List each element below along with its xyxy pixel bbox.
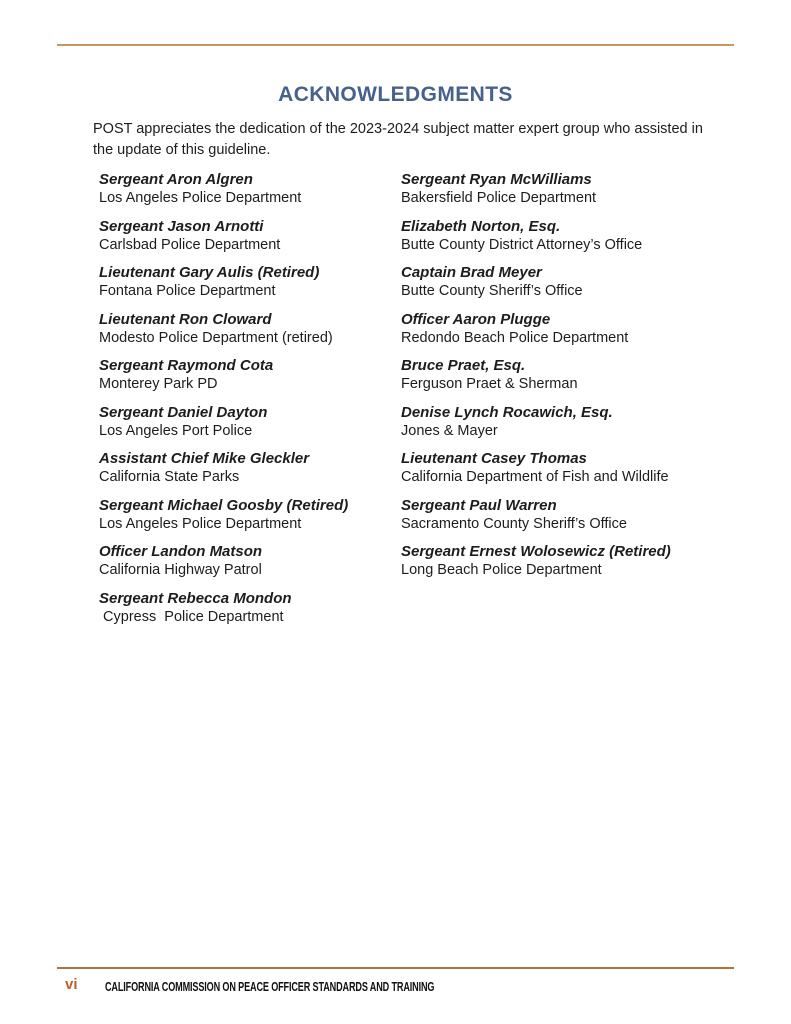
expert-agency: California Department of Fish and Wildlife <box>401 469 669 485</box>
acknowledgment-entry <box>99 357 401 393</box>
top-divider <box>57 44 734 46</box>
expert-agency: Ferguson Praet & Sherman <box>401 376 578 392</box>
acknowledgment-entry <box>401 264 741 300</box>
expert-name: Elizabeth Norton, Esq. <box>401 217 561 235</box>
expert-name: Sergeant Aron Algren <box>99 171 253 188</box>
expert-name: Sergeant Ryan McWilliams <box>401 171 592 188</box>
expert-name: Sergeant Ernest Wolosewicz (Retired) <box>401 543 671 560</box>
page-title: ACKNOWLEDGMENTS <box>278 83 513 106</box>
acknowledgment-entry <box>99 171 401 207</box>
expert-agency: Monterey Park PD <box>99 376 218 392</box>
acknowledgment-entry <box>99 590 401 626</box>
expert-name: Denise Lynch Rocawich, Esq. <box>401 403 613 421</box>
expert-name: Captain Brad Meyer <box>401 264 542 281</box>
acknowledgment-entry <box>401 497 741 533</box>
expert-agency: Redondo Beach Police Department <box>401 329 629 346</box>
expert-agency: Sacramento County Sheriff’s Office <box>401 515 627 532</box>
acknowledgments-columns <box>99 171 741 636</box>
expert-name: Assistant Chief Mike Gleckler <box>99 450 310 467</box>
expert-name: Sergeant Michael Goosby (Retired) <box>99 496 349 514</box>
expert-agency: California State Parks <box>99 469 240 485</box>
acknowledgment-entry <box>401 450 741 486</box>
footer-organization: CALIFORNIA COMMISSION ON PEACE OFFICER STANDARDS AND TRAINING <box>105 978 435 994</box>
acknowledgment-entry <box>99 264 401 300</box>
expert-agency: Los Angeles Port Police <box>99 422 253 439</box>
expert-agency: Long Beach Police Department <box>401 562 602 578</box>
acknowledgments-right-column <box>401 171 741 636</box>
expert-agency: Fontana Police Department <box>99 283 276 299</box>
page-number: vi <box>65 976 78 993</box>
acknowledgment-entry <box>401 171 741 207</box>
acknowledgment-entry <box>99 497 401 533</box>
expert-agency: Los Angeles Police Department <box>99 190 302 206</box>
acknowledgment-entry <box>401 357 741 393</box>
expert-name: Bruce Praet, Esq. <box>401 357 526 374</box>
expert-name: Sergeant Rebecca Mondon <box>99 589 292 607</box>
expert-agency: Cypress Police Department <box>99 608 284 625</box>
acknowledgment-entry <box>99 543 401 579</box>
acknowledgment-entry <box>401 218 741 254</box>
acknowledgment-entry <box>401 311 741 347</box>
expert-agency: Butte County Sheriff’s Office <box>401 283 583 299</box>
expert-name: Sergeant Paul Warren <box>401 496 557 514</box>
acknowledgment-entry <box>401 543 741 579</box>
expert-agency: Bakersfield Police Department <box>401 190 597 206</box>
acknowledgment-entry <box>401 404 741 440</box>
expert-name: Sergeant Raymond Cota <box>99 357 274 374</box>
footer-divider <box>57 967 734 969</box>
expert-name: Lieutenant Casey Thomas <box>401 450 587 467</box>
acknowledgment-entry <box>99 311 401 347</box>
acknowledgment-entry <box>99 404 401 440</box>
acknowledgments-left-column <box>99 171 401 636</box>
expert-name: Sergeant Daniel Dayton <box>99 403 268 421</box>
expert-name: Lieutenant Ron Cloward <box>99 310 272 328</box>
expert-name: Officer Landon Matson <box>99 543 263 560</box>
intro-paragraph: POST appreciates the dedication of the 2023-2024 subject matter expert group who assisted in the update of this guideline. <box>93 121 703 158</box>
expert-name: Lieutenant Gary Aulis (Retired) <box>99 264 320 281</box>
expert-agency: Butte County District Attorney’s Office <box>401 236 643 253</box>
expert-agency: Los Angeles Police Department <box>99 515 302 532</box>
acknowledgment-entry <box>99 450 401 486</box>
expert-agency: Carlsbad Police Department <box>99 236 281 253</box>
footer <box>0 976 791 996</box>
expert-agency: Modesto Police Department (retired) <box>99 329 333 346</box>
expert-name: Sergeant Jason Arnotti <box>99 217 264 235</box>
expert-name: Officer Aaron Plugge <box>401 310 551 328</box>
expert-agency: Jones & Mayer <box>401 422 498 439</box>
expert-agency: California Highway Patrol <box>99 562 262 578</box>
acknowledgment-entry <box>99 218 401 254</box>
